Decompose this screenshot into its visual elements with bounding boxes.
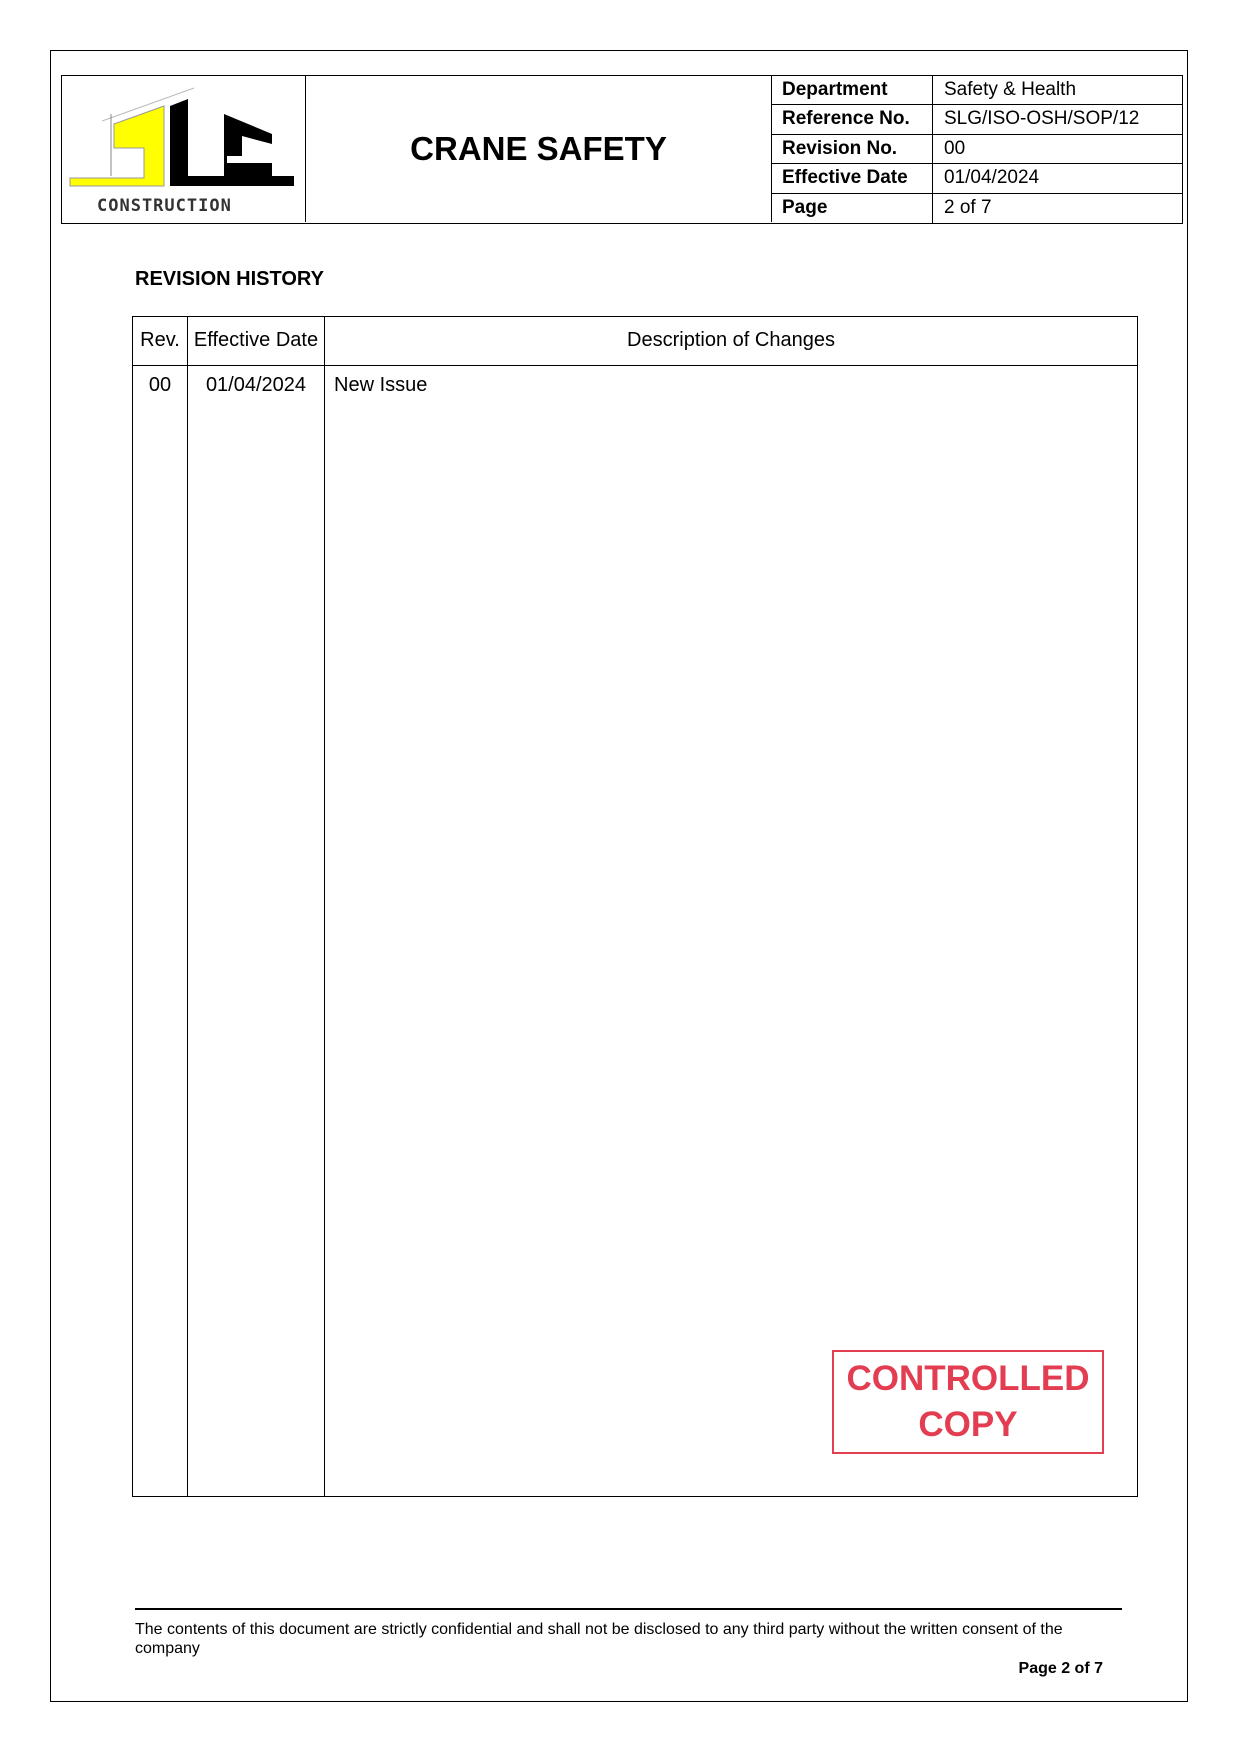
meta-row [771, 105, 1182, 134]
page-number: Page 2 of 7 [1018, 1660, 1103, 1677]
meta-value: 00 [944, 137, 966, 159]
confidentiality-notice: The contents of this document are strictly confidential and shall not be disclosed to any third party without the written consent of the company [135, 1621, 1063, 1657]
column-header-date: Effective Date [193, 329, 319, 351]
meta-label: Page [771, 194, 933, 223]
table-cell-description: New Issue [334, 374, 428, 396]
meta-row [771, 76, 1182, 105]
company-logo [62, 76, 306, 222]
meta-row [771, 194, 1182, 223]
meta-row [771, 164, 1182, 193]
meta-label: Department [771, 76, 933, 104]
meta-value: Safety & Health [944, 79, 1077, 100]
meta-value: SLG/ISO-OSH/SOP/12 [944, 108, 1140, 130]
section-heading: REVISION HISTORY [135, 268, 324, 290]
meta-value: 01/04/2024 [944, 167, 1040, 189]
table-cell-date: 01/04/2024 [205, 374, 307, 396]
column-divider [133, 317, 325, 1496]
meta-label: Effective Date [771, 164, 933, 192]
table-cell-rev: 00 [148, 374, 172, 396]
stamp-line: COPY [918, 1405, 1018, 1444]
logo-subtext: CONSTRUCTION [97, 196, 232, 216]
document-header [61, 75, 1183, 224]
meta-label: Revision No. [771, 135, 933, 163]
stamp-line: CONTROLLED [846, 1359, 1090, 1398]
document-meta-table [771, 76, 1182, 223]
footer-divider [135, 1608, 1122, 1610]
column-header-rev: Rev. [140, 329, 180, 351]
revision-history-table [132, 316, 1138, 1497]
controlled-copy-stamp [832, 1350, 1104, 1454]
meta-label: Reference No. [771, 105, 933, 133]
meta-row [771, 135, 1182, 164]
document-title: CRANE SAFETY [306, 76, 772, 222]
column-header-description: Description of Changes [627, 329, 835, 351]
meta-value: 2 of 7 [944, 196, 992, 218]
